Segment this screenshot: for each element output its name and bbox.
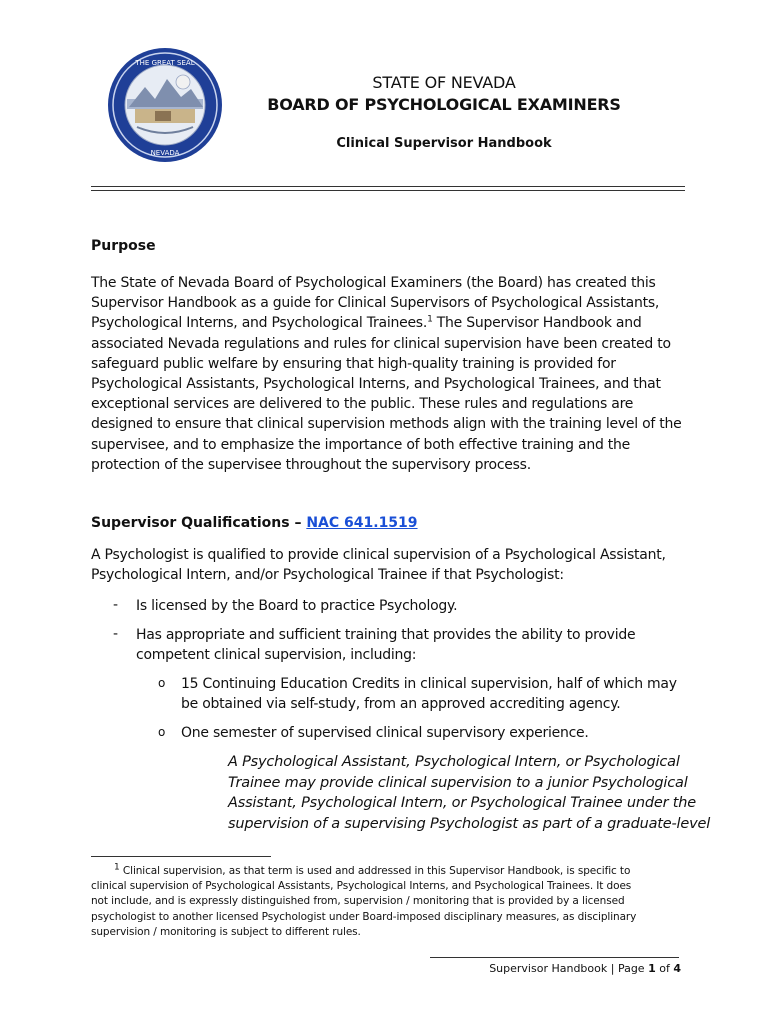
nevada-state-seal (107, 47, 223, 163)
purpose-line: exceptional services are delivered to the public. These rules and regulations are (91, 396, 634, 413)
sub-bullet-marker: o (158, 725, 166, 739)
footnote-line: psychologist to another licensed Psychologist under Board-imposed disciplinary measures, as disciplinary (91, 910, 637, 923)
italic-note: A Psychological Assistant, Psychological Intern, or Psychological Trainee may provide clinical supervision to a junior Psychological Assistant, Psychological Intern, or Psychological Trainee under the supervision of a supervising Psychologist as part of a graduate-level (228, 754, 711, 832)
header-rule-bottom (91, 190, 685, 191)
header-rule-top (91, 186, 685, 187)
page-total: 4 (673, 962, 681, 975)
document-subtitle: Clinical Supervisor Handbook (336, 136, 552, 151)
footnote-rule (91, 856, 271, 857)
bullet-item: Has appropriate and sufficient training that provides the ability to provide competent clinical supervision, including: (136, 627, 636, 664)
svg-text:THE GREAT SEAL: THE GREAT SEAL (135, 59, 195, 67)
qualifications-intro (91, 545, 691, 585)
sub-bullet-item: One semester of supervised clinical supervisory experience. (181, 725, 589, 741)
purpose-heading: Purpose (91, 238, 156, 254)
footnote (91, 864, 691, 940)
page-footer-rule (430, 957, 679, 958)
sub-bullet-item: 15 Continuing Education Credits in clinical supervision, half of which may be obtained via self-study, from an approved accrediting agency. (181, 676, 677, 713)
purpose-line: Psychological Interns, and Psychological Trainees.$^1$ The Supervisor Handbook and (91, 314, 642, 332)
purpose-line: Supervisor Handbook as a guide for Clinical Supervisors of Psychological Assistants, (91, 295, 660, 312)
page-number: 1 (648, 962, 656, 975)
purpose-line: protection of the supervisee throughout the supervisory process. (91, 456, 531, 473)
qualifications-heading: Supervisor Qualifications – NAC 641.1519 (91, 515, 418, 531)
sub-bullet-marker: o (158, 676, 166, 690)
board-name: BOARD OF PSYCHOLOGICAL EXAMINERS (267, 95, 621, 114)
purpose-line: associated Nevada regulations and rules for clinical supervision have been created to (91, 335, 671, 352)
bullet-marker: - (113, 597, 119, 613)
nac-link[interactable]: NAC 641.1519 (306, 515, 418, 531)
footnote-line: $^1$ Clinical supervision, as that term is used and addressed in this Supervisor Handbook, is specific to (114, 862, 631, 877)
purpose-line: supervisee, and to emphasize the importance of both effective training and the (91, 436, 631, 453)
page-footer: Supervisor Handbook | Page 1 of 4 (489, 962, 681, 975)
bullet-item: Is licensed by the Board to practice Psychology. (136, 598, 458, 614)
footnote-ref[interactable]: 1 (427, 314, 433, 325)
intro-line: A Psychologist is qualified to provide clinical supervision of a Psychological Assistant, (91, 547, 666, 563)
purpose-line: safeguard public welfare by ensuring that high-quality training is provided for (91, 355, 616, 372)
svg-text:NEVADA: NEVADA (150, 149, 180, 157)
purpose-line: Psychological Assistants, Psychological Interns, and Psychological Trainees, and that (91, 376, 661, 393)
intro-line: Psychological Intern, and/or Psychological Trainee if that Psychologist: (91, 567, 564, 584)
footnote-line: clinical supervision of Psychological Assistants, Psychological Interns, and Psychological Trainees. It does (91, 880, 632, 893)
purpose-line: The State of Nevada Board of Psychological Examiners (the Board) has created this (91, 275, 656, 291)
footnote-line: not include, and is expressly distinguished from, supervision / monitoring that is provided by a licensed (91, 895, 625, 908)
purpose-line: designed to ensure that clinical supervision methods align with the training level of the (91, 416, 682, 433)
purpose-paragraph (91, 273, 691, 475)
state-name: STATE OF NEVADA (372, 73, 516, 92)
bullet-marker: - (113, 626, 119, 642)
footnote-line: supervision / monitoring is subject to different rules. (91, 925, 361, 938)
